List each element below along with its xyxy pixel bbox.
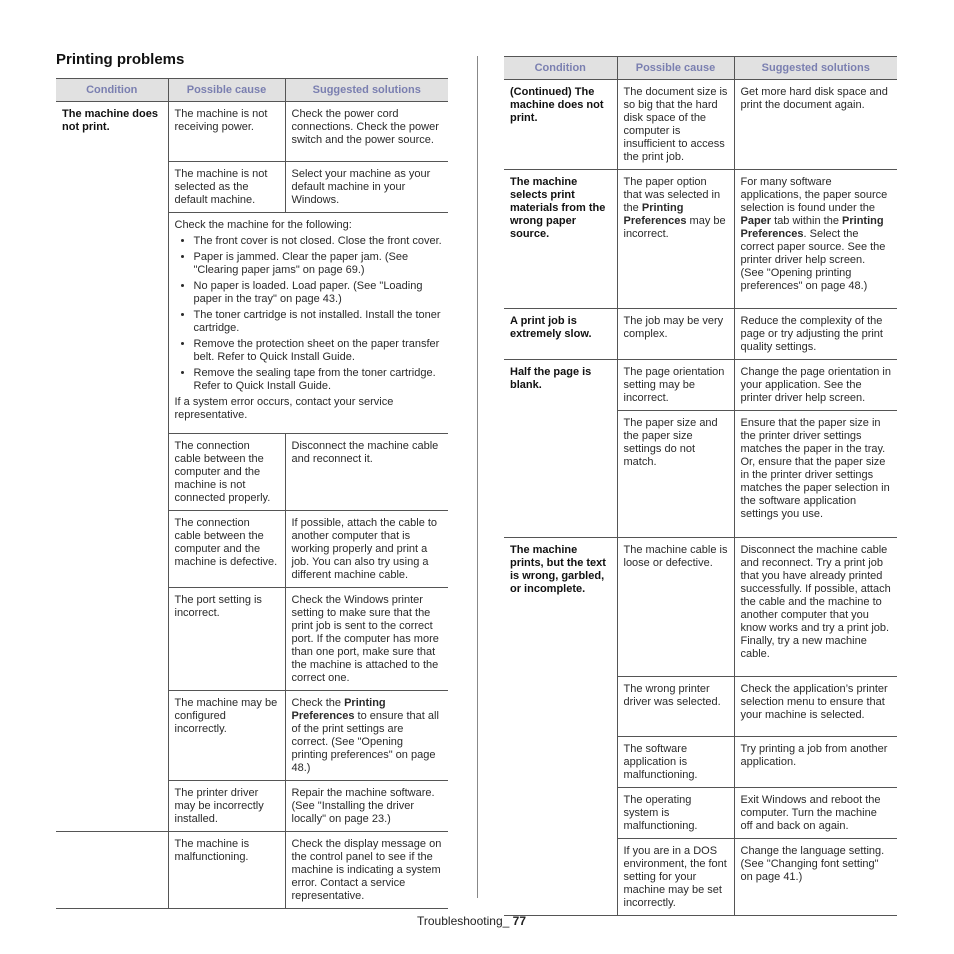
text-run: tab within the [771, 215, 843, 227]
cause-cell: The wrong printer driver was selected. [617, 677, 734, 737]
footer-section-label: Troubleshooting_ [417, 914, 510, 928]
cause-cell: The machine may be configured incorrectly. [168, 691, 285, 781]
checklist-cell [168, 213, 448, 434]
checklist [175, 235, 443, 393]
solution-cell: Try printing a job from another application. [734, 737, 897, 788]
cause-cell: If you are in a DOS environment, the font setting for your machine may be set incorrectly. [617, 839, 734, 916]
solution-cell: Check the Windows printer setting to make sure that the print job is sent to the correct port. If the computer has more than one port, make sure that the machine is attached to the correct one. [285, 588, 448, 691]
table-row [504, 80, 897, 170]
table-header-row [504, 57, 897, 80]
solution-cell: Disconnect the machine cable and reconnect it. [285, 434, 448, 511]
header-suggested-solutions: Suggested solutions [734, 57, 897, 80]
condition-cell: The machine does not print. [56, 102, 168, 832]
list-item: • The front cover is not closed. Close the front cover. [194, 235, 443, 248]
solution-cell [285, 691, 448, 781]
header-possible-cause: Possible cause [168, 79, 285, 102]
table-row [504, 170, 897, 309]
solution-cell [734, 411, 897, 538]
cause-cell: The page orientation setting may be incorrect. [617, 360, 734, 411]
condition-cell-empty [56, 832, 168, 909]
text-run: Check the [291, 697, 345, 709]
table-header-row [56, 79, 448, 102]
solution-cell: Exit Windows and reboot the computer. Turn the machine off and back on again. [734, 788, 897, 839]
column-divider [477, 56, 478, 898]
text-run: may be incorrect. [623, 215, 726, 240]
text-run-bold: Printing Preferences [623, 202, 687, 227]
table-row [504, 538, 897, 677]
solution-cell: Change the language setting. (See "Changing font setting" on page 41.) [734, 839, 897, 916]
cause-cell: The document size is so big that the hard disk space of the computer is insufficient to access the print job. [617, 80, 734, 170]
condition-cell: (Continued) The machine does not print. [504, 80, 617, 170]
solution-cell: Disconnect the machine cable and reconnect. Try a print job that you have already printed successfully. If possible, attach the cable and the machine to another computer that you know works and try a print job. Finally, try a new machine cable. [734, 538, 897, 677]
solution-cell: Check the display message on the control panel to see if the machine is indicating a system error. Contact a service representative. [285, 832, 448, 909]
text-run: The paper option that was selected in the [623, 176, 721, 214]
condition-cell: A print job is extremely slow. [504, 309, 617, 360]
solution-cell: Check the application’s printer selection menu to ensure that your machine is selected. [734, 677, 897, 737]
text-run: . Select the correct paper source. See the printer driver help screen. (See "Opening printing preferences" on page 48.) [740, 228, 886, 292]
solution-cell [734, 170, 897, 309]
list-item: • The toner cartridge is not installed. Install the toner cartridge. [194, 309, 443, 335]
list-item: • Paper is jammed. Clear the paper jam. (See "Clearing paper jams" on page 69.) [194, 251, 443, 277]
solution-cell: Change the page orientation in your application. See the printer driver help screen. [734, 360, 897, 411]
header-condition: Condition [56, 79, 168, 102]
table-row [504, 309, 897, 360]
cause-cell [617, 170, 734, 309]
cause-cell: The machine is malfunctioning. [168, 832, 285, 909]
table-row [56, 102, 448, 162]
cause-cell: The machine cable is loose or defective. [617, 538, 734, 677]
text-run-bold: Printing Preferences [291, 697, 386, 722]
text-run: For many software applications, the paper source selection is found under the [740, 176, 888, 214]
solution-cell: Get more hard disk space and print the document again. [734, 80, 897, 170]
solution-cell: Select your machine as your default machine in your Windows. [285, 162, 448, 213]
solution-cell: If possible, attach the cable to another computer that is working properly and print a job. You can also try using a different machine cable. [285, 511, 448, 588]
cause-cell: The operating system is malfunctioning. [617, 788, 734, 839]
condition-cell: The machine selects print materials from the wrong paper source. [504, 170, 617, 309]
cause-cell: The job may be very complex. [617, 309, 734, 360]
cause-cell: The connection cable between the computer and the machine is defective. [168, 511, 285, 588]
printing-problems-table-left [56, 78, 448, 909]
condition-cell: The machine prints, but the text is wrong, garbled, or incomplete. [504, 538, 617, 916]
solution-paragraph: Ensure that the paper size in the printer driver settings matches the paper in the tray. [740, 417, 886, 455]
condition-cell: Half the page is blank. [504, 360, 617, 538]
solution-paragraph: Or, ensure that the paper size in the printer driver settings matches the paper selection in the software application settings you use. [740, 456, 890, 520]
printing-problems-table-right [504, 56, 897, 916]
solution-cell: Reduce the complexity of the page or try adjusting the print quality settings. [734, 309, 897, 360]
footer-page-number: 77 [512, 914, 526, 928]
table-row [504, 360, 897, 411]
cause-cell: The software application is malfunctioning. [617, 737, 734, 788]
list-item: • Remove the protection sheet on the paper transfer belt. Refer to Quick Install Guide. [194, 338, 443, 364]
checklist-outro: If a system error occurs, contact your service representative. [174, 396, 394, 421]
solution-cell: Repair the machine software. (See "Installing the driver locally" on page 23.) [285, 781, 448, 832]
cause-cell: The machine is not receiving power. [168, 102, 285, 162]
list-item: • Remove the sealing tape from the toner cartridge. Refer to Quick Install Guide. [194, 367, 443, 393]
solution-cell: Check the power cord connections. Check the power switch and the power source. [285, 102, 448, 162]
list-item: • No paper is loaded. Load paper. (See "Loading paper in the tray" on page 43.) [194, 280, 443, 306]
cause-cell: The port setting is incorrect. [168, 588, 285, 691]
header-condition: Condition [504, 57, 617, 80]
text-run-bold: Paper [740, 215, 772, 227]
page-title: Printing problems [56, 51, 185, 68]
header-possible-cause: Possible cause [617, 57, 734, 80]
cause-cell: The connection cable between the computer and the machine is not connected properly. [168, 434, 285, 511]
cause-cell: The paper size and the paper size settings do not match. [617, 411, 734, 538]
table-row [56, 832, 448, 909]
text-run: to ensure that all of the print settings are correct. (See "Opening printing preferences" on page 48.) [291, 710, 439, 774]
page-footer [417, 914, 526, 928]
cause-cell: The printer driver may be incorrectly installed. [168, 781, 285, 832]
cause-cell: The machine is not selected as the default machine. [168, 162, 285, 213]
checklist-intro: Check the machine for the following: [174, 219, 352, 231]
header-suggested-solutions: Suggested solutions [285, 79, 448, 102]
text-run-bold: Printing Preferences [740, 215, 884, 240]
